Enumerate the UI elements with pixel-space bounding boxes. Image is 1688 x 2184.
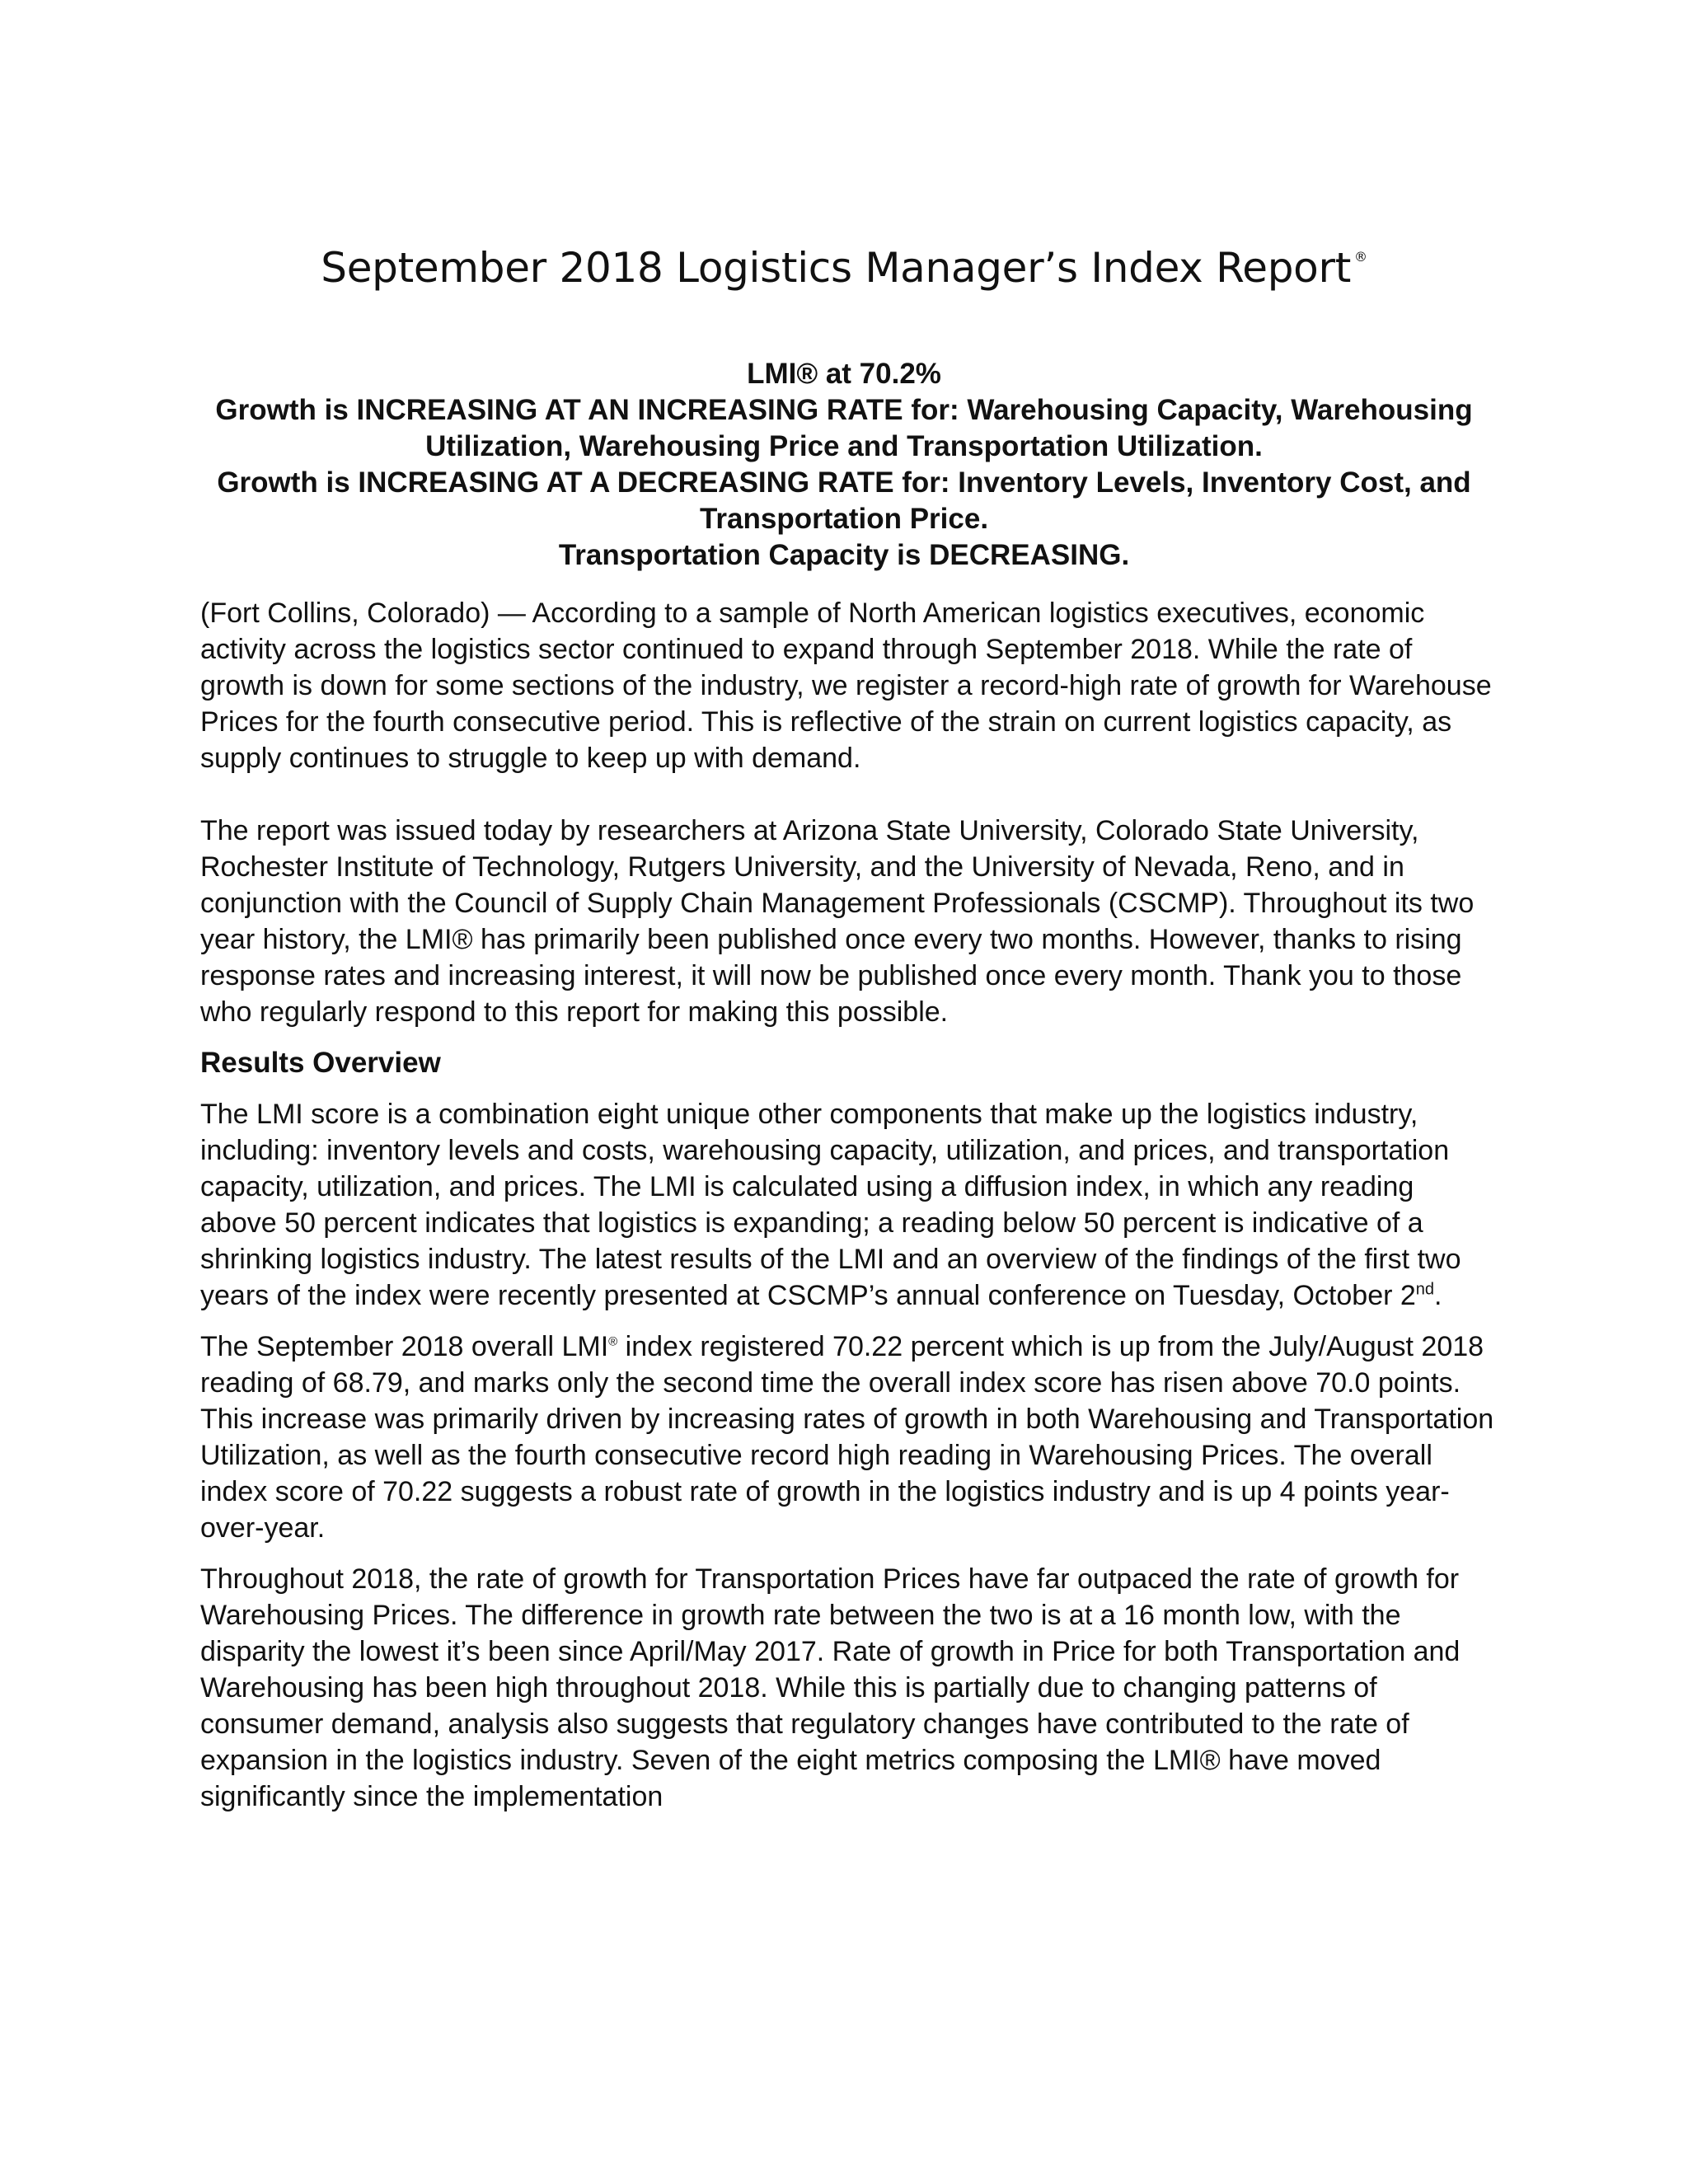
- paragraph-lmi-score-end: .: [1434, 1280, 1442, 1311]
- headline-decreasing-rate: Growth is INCREASING AT A DECREASING RATE for: Inventory Levels, Inventory Cost, and Transportation Price.: [217, 466, 1471, 535]
- registered-mark-inline: ®: [608, 1334, 618, 1349]
- paragraph-report-issued: The report was issued today by researchers at Arizona State University, Colorado State University, Rochester Institute of Technology, Rutgers University, and the University of Nevada, Reno, and in conjunction with the Council of Supply Chain Management Professionals (CSCMP). Throughout its two year history, the LMI® has primarily been published once every two months. However, thanks to rising response rates and increasing interest, it will now be published once every month. Thank you to those who regularly respond to this report for making this possible.: [200, 815, 1475, 1028]
- paragraph-september-index-a: The September 2018 overall LMI: [200, 1331, 609, 1362]
- paragraph-lmi-score-text: The LMI score is a combination eight unique other components that make up the logistics industry, including: inventory levels and costs, warehousing capacity, utilization, and prices, and transportation capacity, utilization, and prices. The LMI is calculated using a diffusion index, in which any reading above 50 percent indicates that logistics is expanding; a reading below 50 percent is indicative of a shrinking logistics industry. The latest results of the LMI and an overview of the findings of the first two years of the index were recently presented at CSCMP’s annual conference on Tuesday, October 2: [200, 1099, 1461, 1311]
- paragraph-intro: (Fort Collins, Colorado) — According to a sample of North American logistics executives, economic activity across the logistics sector continued to expand through September 2018. While the rate of growth is down for some sections of the industry, we register a record-high rate of growth for Warehouse Prices for the fourth consecutive period. This is reflective of the strain on current logistics capacity, as supply continues to struggle to keep up with demand.: [200, 598, 1492, 774]
- paragraph-lmi-score: [200, 1096, 1496, 1314]
- paragraph-september-index: [200, 1329, 1496, 1546]
- registered-mark: ®: [1354, 249, 1367, 265]
- headline-increasing-rate: Growth is INCREASING AT AN INCREASING RATE for: Warehousing Capacity, Warehousing Utilization, Warehousing Price and Transportation Utilization.: [215, 394, 1473, 462]
- section-heading-results-overview: Results Overview: [200, 1047, 441, 1079]
- headline-lmi-score: LMI® at 70.2%: [747, 358, 941, 390]
- document-title-text: September 2018 Logistics Manager’s Index Report: [321, 244, 1352, 292]
- headline-decreasing: Transportation Capacity is DECREASING.: [558, 539, 1130, 571]
- document-title: [0, 244, 1688, 292]
- ordinal-suffix: nd: [1415, 1280, 1435, 1299]
- headline-block: [198, 356, 1490, 574]
- paragraph-september-index-b: index registered 70.22 percent which is up from the July/August 2018 reading of 68.79, and marks only the second time the overall index score has risen above 70.0 points. This increase was primarily driven by increasing rates of growth in both Warehousing and Transportation Utilization, as well as the fourth consecutive record high reading in Warehousing Prices. The overall index score of 70.22 suggests a robust rate of growth in the logistics industry and is up 4 points year-over-year.: [200, 1331, 1494, 1544]
- paragraph-transportation-prices: Throughout 2018, the rate of growth for Transportation Prices have far outpaced the rate of growth for Warehousing Prices. The difference in growth rate between the two is at a 16 month low, with the disparity the lowest it’s been since April/May 2017. Rate of growth in Price for both Transportation and Warehousing has been high throughout 2018. While this is partially due to changing patterns of consumer demand, analysis also suggests that regulatory changes have contributed to the rate of expansion in the logistics industry. Seven of the eight metrics composing the LMI® have moved significantly since the implementation: [200, 1563, 1461, 1812]
- document-body: [200, 595, 1496, 1815]
